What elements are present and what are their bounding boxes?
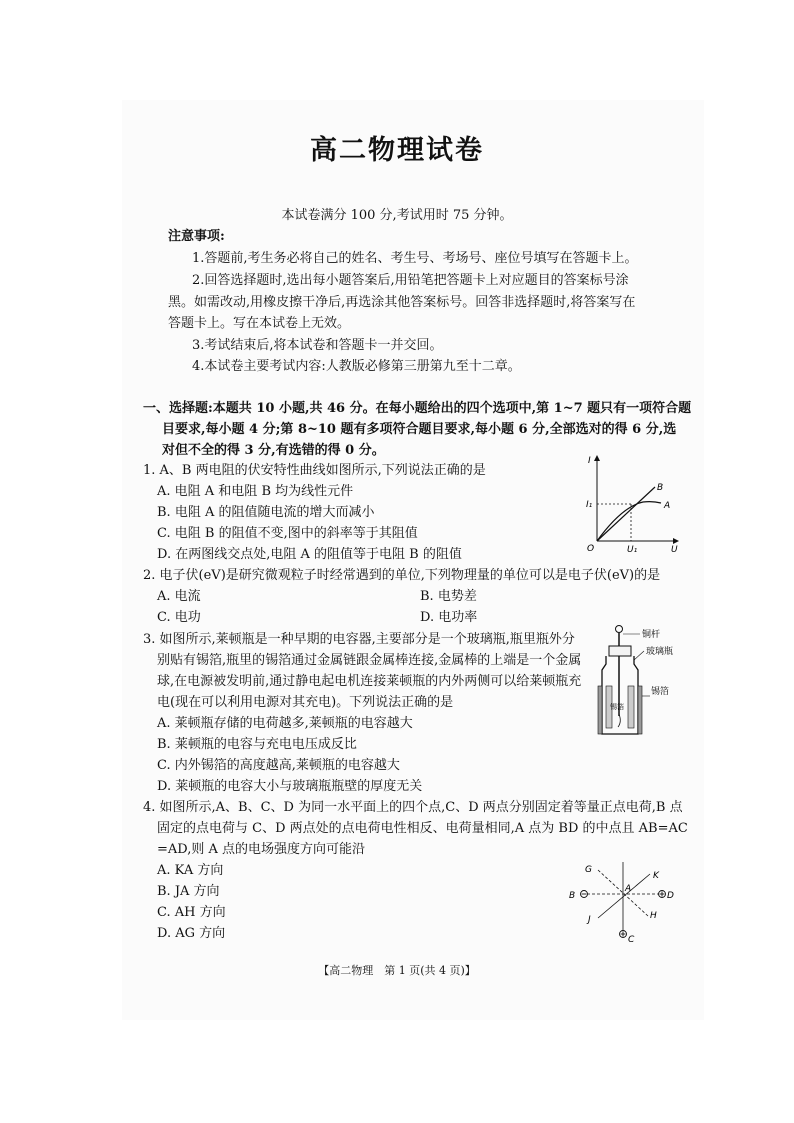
iv-x-axis-label: U [671,545,678,553]
q2-option-b: B. 电势差 [420,589,477,604]
point-c-label: C [628,935,635,944]
q1-option-b: B. 电阻 A 的阻值随电流的增大而减小 [157,505,375,520]
page-footer: 【高二物理 第 1 页(共 4 页)】 [318,964,476,977]
q3-stem-line-3: 球,在电源被发明前,通过静电起电机连接莱顿瓶的内外两侧可以给莱顿瓶充 [157,674,582,689]
q3-stem-line-4: 电(现在可以利用电源对其充电)。下列说法正确的是 [157,695,454,710]
notice-item-1: 1.答题前,考生务必将自己的姓名、考生号、考场号、座位号填写在答题卡上。 [192,251,638,266]
q2-option-d: D. 电功率 [420,610,478,625]
point-b-label: B [569,891,576,901]
exam-info: 本试卷满分 100 分,考试用时 75 分钟。 [281,208,513,223]
iv-y-axis-label: I [588,456,591,466]
point-g-label: G [585,865,592,875]
iv-u1-label: U₁ [627,545,638,553]
q1-stem: 1. A、B 两电阻的伏安特性曲线如图所示,下列说法正确的是 [143,463,486,478]
q4-option-b: B. JA 方向 [157,884,220,899]
section-heading-line-3: 对但不全的得 3 分,有选错的得 0 分。 [162,443,385,458]
iv-origin-label: O [587,544,595,553]
charge-points-figure [566,858,684,944]
rod-label: 铜杆 [642,630,661,640]
foil-label: 锡箔 [651,687,670,697]
section-heading-line-1: 一、选择题:本题共 10 小题,共 46 分。在每小题给出的四个选项中,第 1~7 题只有一项符合题 [143,401,692,416]
point-j-label: J [588,915,591,925]
curve-b-label: B [657,483,664,493]
q2-stem: 2. 电子伏(eV)是研究微观粒子时经常遇到的单位,下列物理量的单位可以是电子伏(eV)的是 [143,568,661,583]
curve-a-label: A [664,501,671,511]
iv-curve-figure [585,453,680,553]
iv-i1-label: I₁ [586,500,593,510]
page-title: 高二物理试卷 [310,135,484,166]
point-h-label: H [650,911,657,921]
q1-option-a: A. 电阻 A 和电阻 B 均为线性元件 [157,484,354,499]
q4-stem-line-3: =AD,则 A 点的电场强度方向可能沿 [157,842,366,857]
section-heading-line-2: 目要求,每小题 4 分;第 8~10 题有多项符合题目要求,每小题 6 分,全部选对的得 6 分,选 [162,422,677,437]
q4-option-c: C. AH 方向 [157,905,226,920]
q2-option-a: A. 电流 [157,589,201,604]
q3-option-b: B. 莱顿瓶的电容与充电电压成反比 [157,737,357,752]
point-a-label: A [625,884,632,894]
q3-stem-line-1: 3. 如图所示,莱顿瓶是一种早期的电容器,主要部分是一个玻璃瓶,瓶里瓶外分 [143,632,575,647]
inner-foil-label: 锡箔 [610,703,624,711]
notice-item-2: 2.回答选择题时,选出每小题答案后,用铅笔把答题卡上对应题目的答案标号涂 [192,273,629,288]
q4-stem-line-1: 4. 如图所示,A、B、C、D 为同一水平面上的四个点,C、D 两点分别固定着等量正点电荷,B 点 [143,800,683,815]
q4-option-a: A. KA 方向 [157,863,224,878]
point-k-label: K [653,871,659,881]
notice-heading: 注意事项: [168,229,225,244]
notice-item-3: 3.考试结束后,将本试卷和答题卡一并交回。 [192,338,443,353]
q4-option-d: D. AG 方向 [157,926,226,941]
leyden-jar-figure [592,624,702,742]
q3-option-a: A. 莱顿瓶存储的电荷越多,莱顿瓶的电容越大 [157,716,413,731]
notice-item-2-cont2: 答题卡上。写在本试卷上无效。 [168,316,351,331]
notice-item-4: 4.本试卷主要考试内容:人教版必修第三册第九至十二章。 [192,359,521,374]
q3-option-c: C. 内外锡箔的高度越高,莱顿瓶的电容越大 [157,758,400,773]
q1-option-c: C. 电阻 B 的阻值不变,图中的斜率等于其阻值 [157,526,418,541]
q1-option-d: D. 在两图线交点处,电阻 A 的阻值等于电阻 B 的阻值 [157,547,462,562]
point-d-label: D [667,891,674,901]
bottle-label: 玻璃瓶 [646,647,674,657]
q3-option-d: D. 莱顿瓶的电容大小与玻璃瓶瓶壁的厚度无关 [157,779,423,794]
q3-stem-line-2: 别贴有锡箔,瓶里的锡箔通过金属链跟金属棒连接,金属棒的上端是一个金属 [157,653,582,668]
q2-option-c: C. 电功 [157,610,201,625]
q4-stem-line-2: 固定的点电荷与 C、D 两点处的点电荷电性相反、电荷量相同,A 点为 BD 的中点且 AB=AC [157,821,688,836]
notice-item-2-cont: 黑。如需改动,用橡皮擦干净后,再选涂其他答案标号。回答非选择题时,将答案写在 [168,295,636,310]
